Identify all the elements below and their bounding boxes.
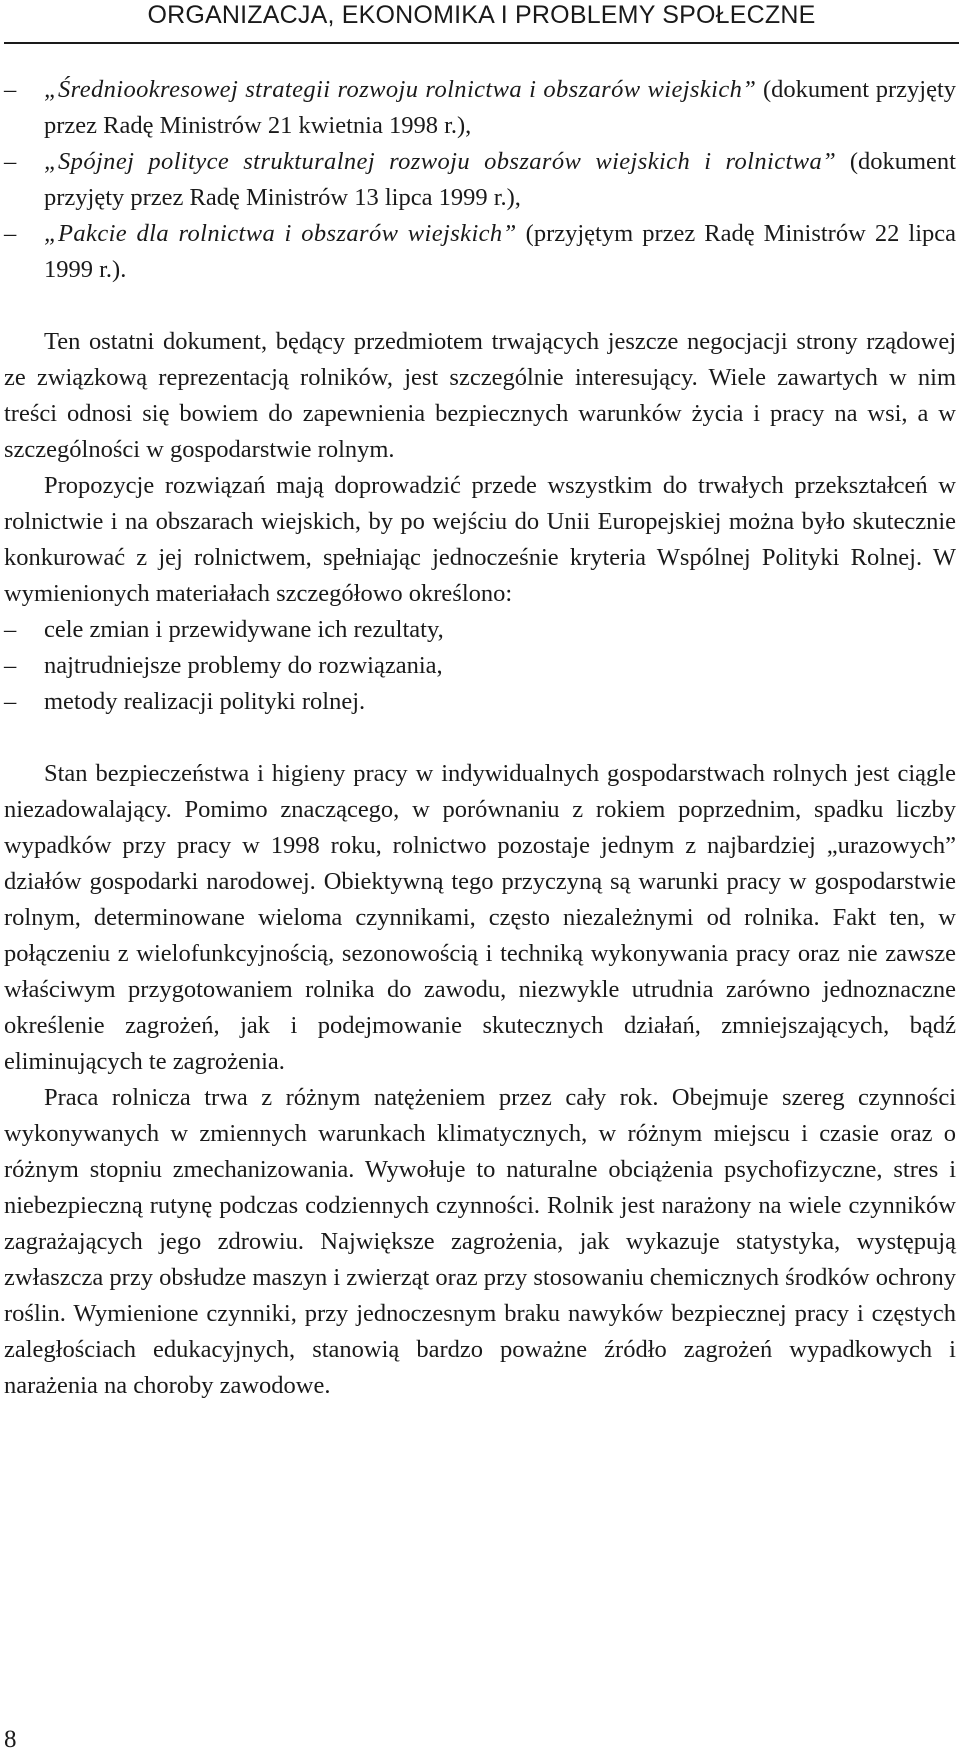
document-note: (dokument przyjęty przez Radę Ministrów 13 lipca 1999 r.),: [44, 148, 956, 211]
list-dash: –: [4, 76, 17, 103]
list-dash: –: [4, 688, 17, 715]
list-item-text: metody realizacji polityki rolnej.: [44, 688, 366, 715]
running-header: [4, 0, 959, 44]
header-title: ORGANIZACJA, EKONOMIKA I PROBLEMY SPOŁECZNE: [147, 1, 816, 29]
list-item: [4, 144, 956, 216]
document-note: (przyjętym przez Radę Ministrów 22 lipca 1999 r.).: [44, 220, 956, 283]
paragraph: Stan bezpieczeństwa i higieny pracy w indywidualnych gospodarstwach rolnych jest ciągle niezadowalający. Pomimo znaczącego, w porównaniu z rokiem poprzednim, spadku liczby wypadków przy pracy w 1998 roku, rolnictwo pozostaje jednym z najbardziej „urazowych” działów gospodarki narodowej. Obiektywną tego przyczyną są warunki pracy w gospodarstwie rolnym, determinowane wieloma czynnikami, często niezależnymi od rolnika. Fakt ten, w połączeniu z wielofunkcyjnością, sezonowością i techniką wykonywania pracy oraz nie zawsze właściwym przygotowaniem rolnika do zawodu, niezwykle utrudnia zarówno jednoznaczne określenie zagrożeń, jak i podejmowanie skutecznych działań, zmniejszających, bądź eliminujących te zagrożenia.: [4, 760, 956, 1075]
section-gap: [4, 288, 956, 324]
list-item: [4, 684, 956, 720]
document-list: [4, 72, 956, 288]
section-gap: [4, 720, 956, 756]
list-dash: –: [4, 652, 17, 679]
document-note: (dokument przyjęty przez Radę Ministrów 21 kwietnia 1998 r.),: [44, 76, 956, 139]
paragraph: Ten ostatni dokument, będący przedmiotem trwających jeszcze negocjacji strony rządowej ze związkową reprezentacją rolników, jest szczególnie interesujący. Wiele zawartych w nim treści odnosi się bowiem do zapewnienia bezpiecznych warunków życia i pracy na wsi, a w szczególności w gospodarstwie rolnym.: [4, 328, 956, 463]
paragraph: Propozycje rozwiązań mają doprowadzić przede wszystkim do trwałych przekształceń w rolnictwie i na obszarach wiejskich, by po wejściu do Unii Europejskiej można było skutecznie konkurować z jej rolnictwem, spełniając jednocześnie kryteria Wspólnej Polityki Rolnej. W wymienionych materiałach szczegółowo określono:: [4, 472, 956, 607]
paragraph: Praca rolnicza trwa z różnym natężeniem przez cały rok. Obejmuje szereg czynności wykonywanych w zmiennych warunkach klimatycznych, w różnym miejscu i czasie oraz o różnym stopniu zmechanizowania. Wywołuje to naturalne obciążenia psychofizyczne, stres i niebezpieczną rutynę podczas codziennych czynności. Rolnik jest narażony na wiele czynników zagrażających jego zdrowiu. Największe zagrożenia, jak wykazuje statystyka, występują zwłaszcza przy obsłudze maszyn i zwierząt oraz przy stosowaniu chemicznych środków ochrony roślin. Wymienione czynniki, przy jednoczesnym braku nawyków bezpiecznej pracy i częstych zaległościach edukacyjnych, stanowią bardzo poważne źródło zagrożeń wypadkowych i narażenia na choroby zawodowe.: [4, 1084, 956, 1399]
list-item: [4, 612, 956, 648]
criteria-list: [4, 612, 956, 720]
document-title: „Spójnej polityce strukturalnej rozwoju obszarów wiejskich i rolnictwa”: [44, 148, 837, 175]
list-item-text: cele zmian i przewidywane ich rezultaty,: [44, 616, 444, 643]
page-content: [4, 72, 956, 1404]
page-number: 8: [4, 1726, 17, 1753]
list-item: [4, 72, 956, 144]
document-title: „Pakcie dla rolnictwa i obszarów wiejskich”: [44, 220, 517, 247]
list-item: [4, 648, 956, 684]
list-dash: –: [4, 220, 17, 247]
list-item-text: najtrudniejsze problemy do rozwiązania,: [44, 652, 443, 679]
list-dash: –: [4, 616, 17, 643]
document-title: „Średniookresowej strategii rozwoju rolnictwa i obszarów wiejskich”: [44, 76, 757, 103]
list-dash: –: [4, 148, 17, 175]
list-item: [4, 216, 956, 288]
